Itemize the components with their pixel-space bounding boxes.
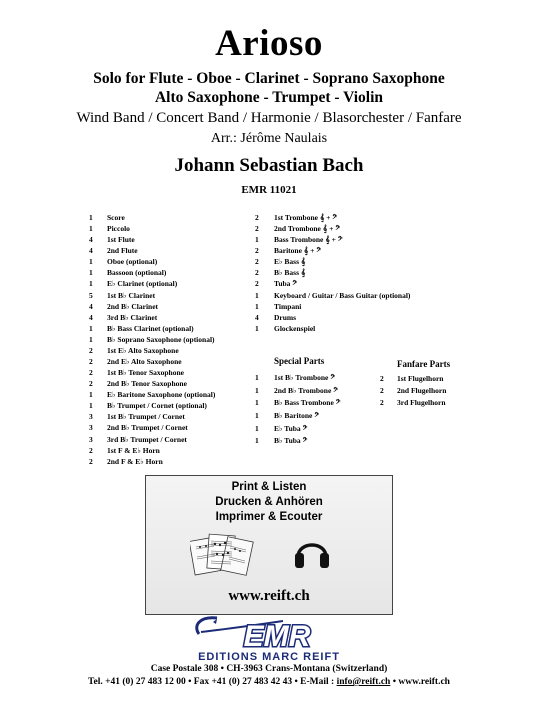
part-quantity: 5 (89, 290, 93, 300)
part-quantity: 1 (255, 235, 259, 245)
part-name: Glockenspiel (274, 323, 316, 333)
part-name: B♭ Trumpet / Cornet (optional) (107, 401, 207, 411)
part-name: Drums (274, 312, 297, 322)
sheet-music-icon (190, 529, 254, 581)
part-quantity: 1 (255, 385, 259, 395)
promo-line-german: Drucken & Anhören (215, 496, 323, 508)
part-name: B♭ Bass Trombone 𝄢 (274, 398, 341, 408)
part-name: B♭ Bass Clarinet (optional) (107, 323, 194, 333)
part-name: E♭ Baritone Saxophone (optional) (107, 390, 216, 400)
part-name: 2nd F & E♭ Horn (107, 456, 163, 466)
part-quantity: 4 (89, 301, 93, 311)
part-quantity: 2 (255, 213, 259, 222)
special-parts-heading: Special Parts (274, 356, 325, 366)
part-name: 2nd B♭ Trumpet / Cornet (107, 423, 188, 433)
fanfare-parts-heading: Fanfare Parts (397, 359, 451, 369)
part-quantity: 2 (89, 357, 93, 367)
part-quantity: 4 (89, 235, 93, 245)
part-name: 1st B♭ Trombone 𝄢 (274, 373, 336, 382)
part-quantity: 1 (89, 268, 93, 278)
part-name: 2nd B♭ Trombone 𝄢 (274, 385, 339, 395)
part-quantity: 1 (89, 224, 93, 234)
part-quantity: 2 (255, 224, 259, 234)
part-quantity: 4 (89, 312, 93, 322)
part-quantity: 3 (89, 423, 93, 433)
part-name: 3rd B♭ Trumpet / Cornet (107, 434, 187, 444)
part-name: Score (107, 213, 125, 222)
part-quantity: 2 (255, 257, 259, 267)
publisher-name: EDITIONS MARC REIFT (198, 651, 340, 662)
part-quantity: 2 (89, 445, 93, 455)
part-name: Keyboard / Guitar / Bass Guitar (optional) (274, 290, 411, 300)
emr-logo-mark: EMR (243, 620, 311, 653)
part-quantity: 2 (255, 246, 259, 256)
ensemble-line: Wind Band / Concert Band / Harmonie / Blasorchester / Fanfare (76, 110, 462, 126)
part-name: 2nd B♭ Clarinet (107, 301, 159, 311)
part-name: Bass Trombone 𝄞 + 𝄢 (274, 235, 343, 245)
part-quantity: 2 (380, 374, 384, 383)
part-name: 2nd B♭ Tenor Saxophone (107, 379, 187, 389)
part-name: E♭ Clarinet (optional) (107, 279, 178, 289)
part-quantity: 4 (89, 246, 93, 256)
website-link[interactable]: www.reift.ch (228, 588, 310, 604)
footer-contact (0, 677, 538, 687)
subtitle-solo-instruments-2: Alto Saxophone - Trumpet - Violin (154, 89, 384, 106)
part-quantity: 1 (255, 301, 259, 311)
part-name: 2nd Trombone 𝄞 + 𝄢 (274, 224, 341, 234)
part-quantity: 1 (255, 290, 259, 300)
part-name: 3rd B♭ Clarinet (107, 312, 158, 322)
part-quantity: 1 (255, 411, 259, 421)
part-quantity: 2 (89, 456, 93, 466)
arranger: Arr.: Jérôme Naulais (210, 131, 328, 146)
part-quantity: 4 (255, 312, 259, 322)
footer-email-link[interactable]: info@reift.ch (336, 677, 391, 687)
part-name: 1st B♭ Tenor Saxophone (107, 368, 184, 378)
part-name: B♭ Tuba 𝄢 (274, 436, 308, 446)
part-name: 1st Flute (107, 235, 135, 245)
part-name: Tuba 𝄢 (274, 279, 298, 289)
part-name: 1st Trombone 𝄞 + 𝄢 (274, 213, 338, 222)
part-quantity: 2 (380, 386, 384, 396)
part-name: Baritone 𝄞 + 𝄢 (274, 246, 322, 256)
part-name: 2nd Flugelhorn (397, 386, 447, 396)
part-quantity: 2 (89, 368, 93, 378)
part-quantity: 1 (89, 323, 93, 333)
part-name: 3rd Flugelhorn (397, 398, 446, 408)
part-quantity: 1 (89, 257, 93, 267)
part-quantity: 1 (255, 423, 259, 433)
headphones-icon (292, 531, 332, 571)
part-quantity: 1 (89, 279, 93, 289)
part-quantity: 1 (255, 436, 259, 446)
print-listen-box (145, 475, 393, 615)
part-quantity: 1 (89, 213, 93, 222)
subtitle-solo-instruments-1: Solo for Flute - Oboe - Clarinet - Soprano Saxophone (93, 70, 445, 87)
part-name: Oboe (optional) (107, 257, 158, 267)
part-name: 2nd E♭ Alto Saxophone (107, 357, 182, 367)
part-name: E♭ Tuba 𝄢 (274, 423, 308, 433)
part-quantity: 2 (89, 345, 93, 355)
part-quantity: 1 (89, 390, 93, 400)
part-name: 1st B♭ Trumpet / Cornet (107, 412, 185, 422)
composer: Johann Sebastian Bach (174, 155, 364, 176)
part-name: 1st F & E♭ Horn (107, 445, 160, 455)
part-name: Timpani (274, 301, 302, 311)
part-quantity: 1 (89, 401, 93, 411)
part-name: B♭ Soprano Saxophone (optional) (107, 334, 215, 344)
part-name: 1st Flugelhorn (397, 374, 444, 383)
part-name: Piccolo (107, 224, 130, 234)
part-quantity: 1 (255, 373, 259, 382)
promo-line-french: Imprimer & Ecouter (215, 511, 323, 523)
part-quantity: 2 (255, 279, 259, 289)
part-name: E♭ Bass 𝄞 (274, 257, 306, 267)
part-quantity: 2 (380, 398, 384, 408)
emr-logo (179, 612, 359, 662)
part-name: 1st E♭ Alto Saxophone (107, 345, 179, 355)
promo-line-english: Print & Listen (231, 481, 307, 493)
footer-website[interactable]: • www.reift.ch (390, 677, 450, 687)
part-name: Bassoon (optional) (107, 268, 167, 278)
catalog-number: EMR 11021 (241, 184, 297, 196)
part-name: 1st B♭ Clarinet (107, 290, 156, 300)
part-quantity: 3 (89, 434, 93, 444)
part-quantity: 3 (89, 412, 93, 422)
part-name: B♭ Baritone 𝄢 (274, 411, 320, 421)
title: Arioso (215, 23, 323, 64)
footer-phone-fax: Tel. +41 (0) 27 483 12 00 • Fax +41 (0) 27 483 42 43 • E-Mail : (88, 677, 337, 687)
part-name: 2nd Flute (107, 246, 138, 256)
part-quantity: 1 (255, 398, 259, 408)
part-quantity: 1 (255, 323, 259, 333)
footer-address: Case Postale 308 • CH-3963 Crans-Montana (Switzerland) (150, 664, 388, 674)
part-quantity: 1 (89, 334, 93, 344)
part-quantity: 2 (89, 379, 93, 389)
part-quantity: 2 (255, 268, 259, 278)
part-name: B♭ Bass 𝄞 (274, 268, 306, 278)
